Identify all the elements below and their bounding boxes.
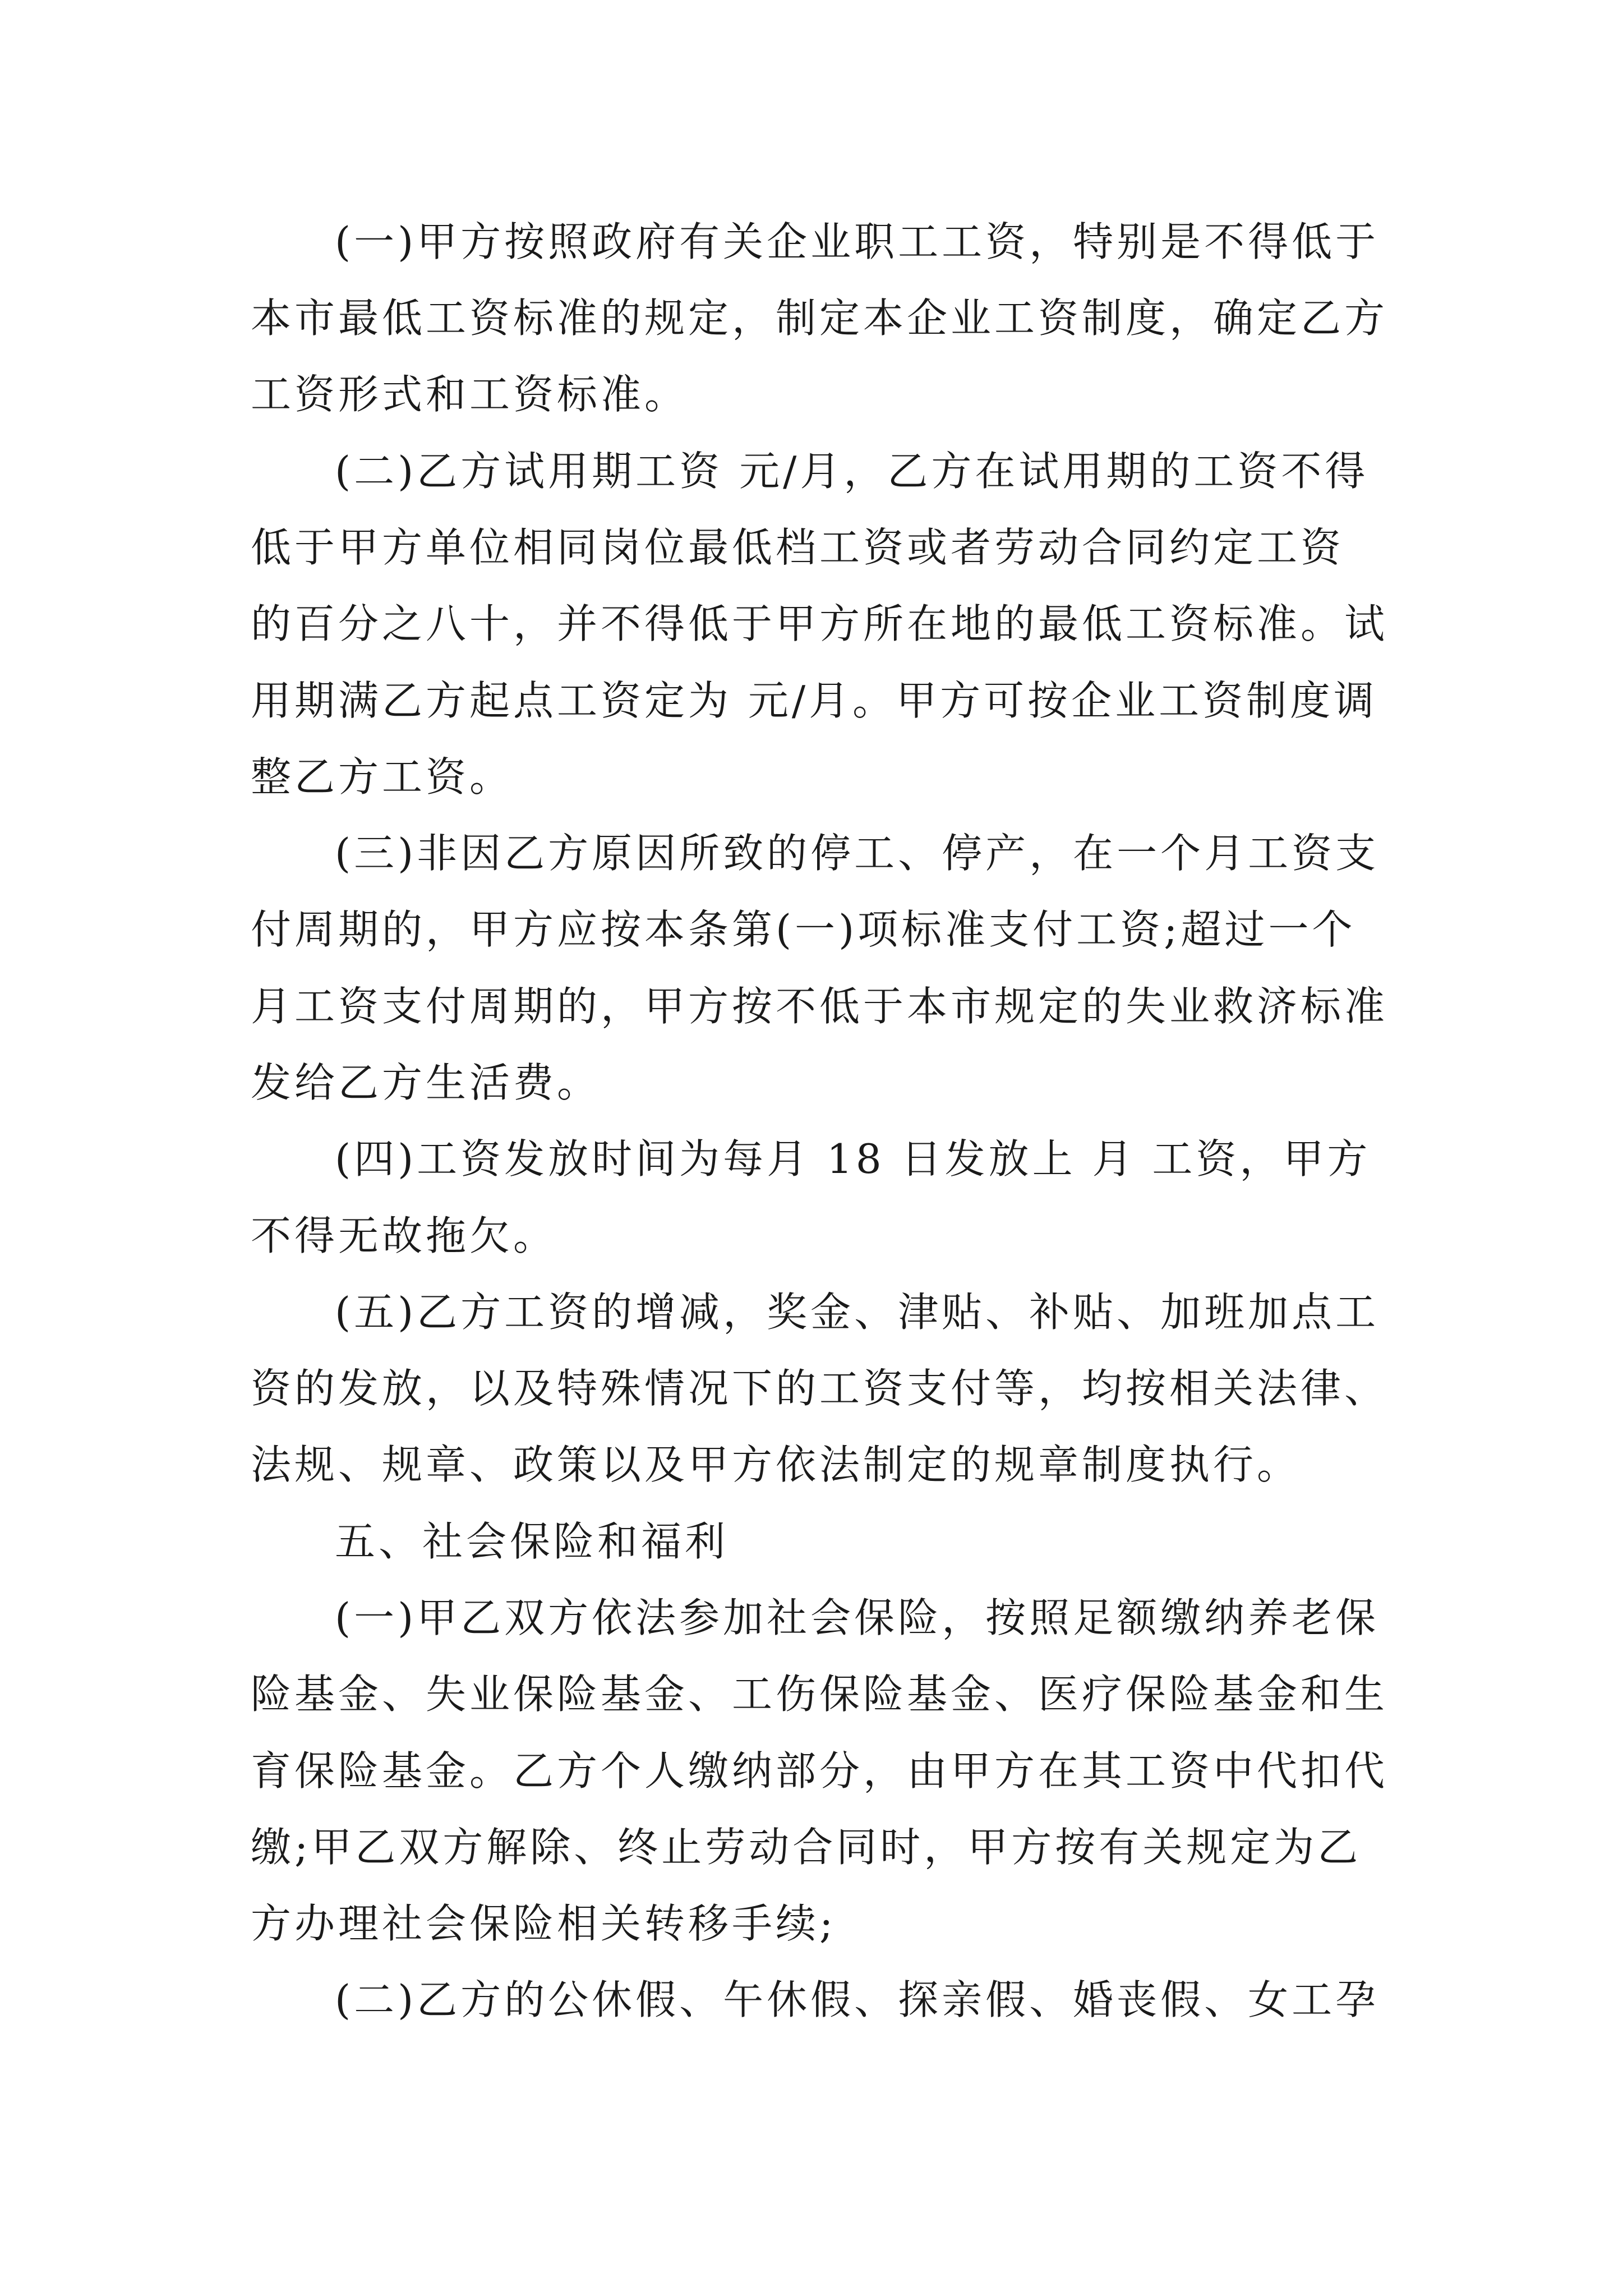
paragraph-line: 方办理社会保险相关转移手续; [251,1900,837,1947]
paragraph-line: 低于甲方单位相同岗位最低档工资或者劳动合同约定工资 [251,524,1345,571]
paragraph-line: 不得无故拖欠。 [251,1212,557,1259]
paragraph-line: 整乙方工资。 [251,753,514,800]
paragraph-line: 付周期的，甲方应按本条第(一)项标准支付工资;超过一个 [251,906,1356,953]
paragraph-line: (五)乙方工资的增减，奖金、津贴、补贴、加班加点工 [335,1289,1380,1336]
section-heading: 五、社会保险和福利 [335,1518,729,1565]
paragraph-line: (一)甲乙双方依法参加社会保险，按照足额缴纳养老保 [335,1594,1380,1641]
paragraph-line: 用期满乙方起点工资定为 元/月。甲方可按企业工资制度调 [251,677,1378,724]
paragraph-line: (二)乙方的公休假、午休假、探亲假、婚丧假、女工孕 [335,1976,1380,2023]
paragraph-line: 险基金、失业保险基金、工伤保险基金、医疗保险基金和生 [251,1671,1389,1718]
paragraph-line: (四)工资发放时间为每月 18 日发放上 月 工资，甲方 [335,1135,1371,1182]
paragraph-line: (一)甲方按照政府有关企业职工工资，特别是不得低于 [335,218,1380,265]
paragraph-line: 工资形式和工资标准。 [251,371,689,418]
paragraph-line: 育保险基金。乙方个人缴纳部分，由甲方在其工资中代扣代 [251,1747,1389,1795]
paragraph-line: 本市最低工资标准的规定，制定本企业工资制度，确定乙方 [251,295,1389,342]
paragraph-line: 法规、规章、政策以及甲方依法制定的规章制度执行。 [251,1441,1301,1488]
paragraph-line: 月工资支付周期的，甲方按不低于本市规定的失业救济标准 [251,983,1389,1030]
paragraph-line: (二)乙方试用期工资 元/月，乙方在试用期的工资不得 [335,448,1369,495]
paragraph-line: 资的发放，以及特殊情况下的工资支付等，均按相关法律、 [251,1365,1389,1412]
paragraph-line: 缴;甲乙双方解除、终止劳动合同时，甲方按有关规定为乙 [251,1824,1362,1871]
paragraph-line: 发给乙方生活费。 [251,1059,601,1106]
paragraph-line: 的百分之八十，并不得低于甲方所在地的最低工资标准。试 [251,600,1389,647]
paragraph-line: (三)非因乙方原因所致的停工、停产，在一个月工资支 [335,830,1380,877]
